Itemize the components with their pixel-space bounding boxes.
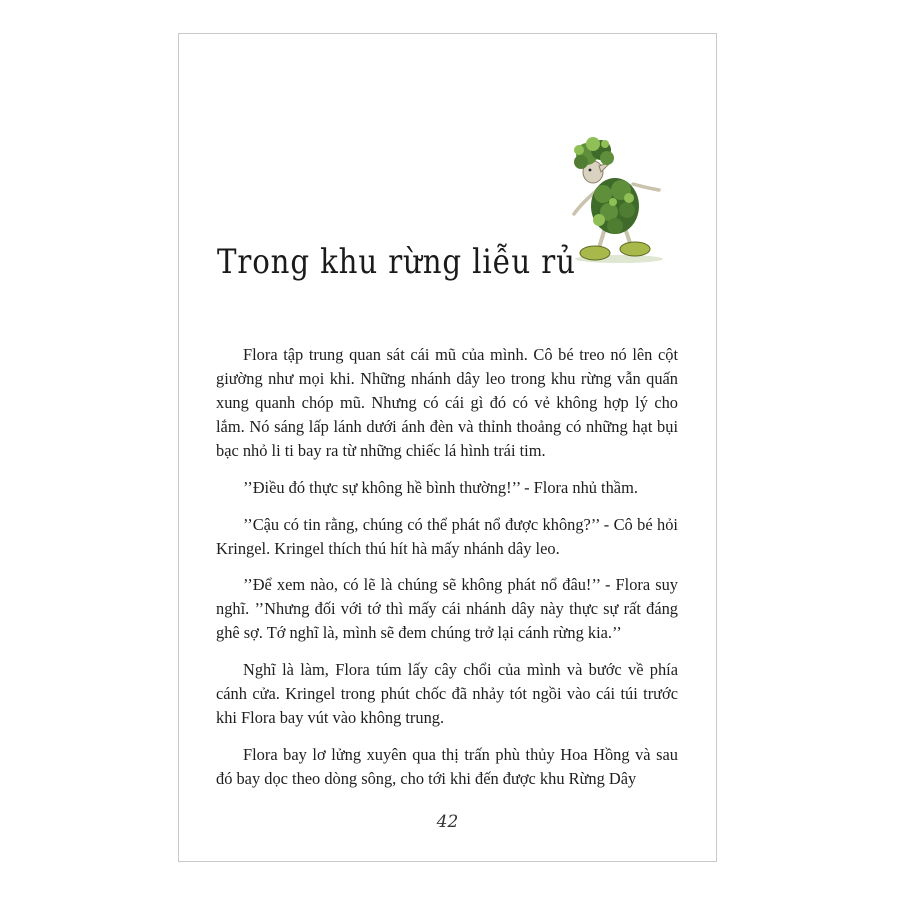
goblin-illustration-icon (559, 132, 679, 272)
page-number: 42 (436, 812, 459, 832)
book-page (178, 33, 717, 862)
paragraph: ’’Cậu có tin rằng, chúng có thể phát nổ được không?’’ - Cô bé hỏi Kringel. Kringel thích thú hít hà mấy nhánh dây leo. (216, 514, 678, 558)
paragraph: Nghĩ là làm, Flora túm lấy cây chổi của mình và bước về phía cánh cửa. Kringel trong phút chốc đã nhảy tót ngồi vào cái túi trước khi Flora bay vút vào không trung. (216, 660, 678, 728)
body-text (216, 343, 678, 804)
chapter-title: Trong khu rừng liễu rủ (217, 242, 576, 282)
paragraph: ’’Điều đó thực sự không hề bình thường!’’ - Flora nhủ thầm. (243, 477, 638, 497)
paragraph: ’’Để xem nào, có lẽ là chúng sẽ không phát nổ đâu!’’ - Flora suy nghĩ. ’’Nhưng đối với tớ thì mấy cái nhánh dây này thực sự rất đáng ghê sợ. Tớ nghĩ là, mình sẽ đem chúng trở lại cánh rừng kia.’’ (216, 575, 678, 643)
paragraph: Flora bay lơ lửng xuyên qua thị trấn phù thủy Hoa Hồng và sau đó bay dọc theo dòng sông, cho tới khi đến được khu Rừng Dây (216, 744, 678, 788)
paragraph: Flora tập trung quan sát cái mũ của mình. Cô bé treo nó lên cột giường như mọi khi. Những nhánh dây leo trong khu rừng vẫn quấn xung quanh chóp mũ. Nhưng có cái gì đó có vẻ không hợp lý cho lắm. Nó sáng lấp lánh dưới ánh đèn và thỉnh thoảng có những hạt bụi bạc nhỏ li ti bay ra từ những chiếc lá hình trái tim. (216, 345, 678, 461)
